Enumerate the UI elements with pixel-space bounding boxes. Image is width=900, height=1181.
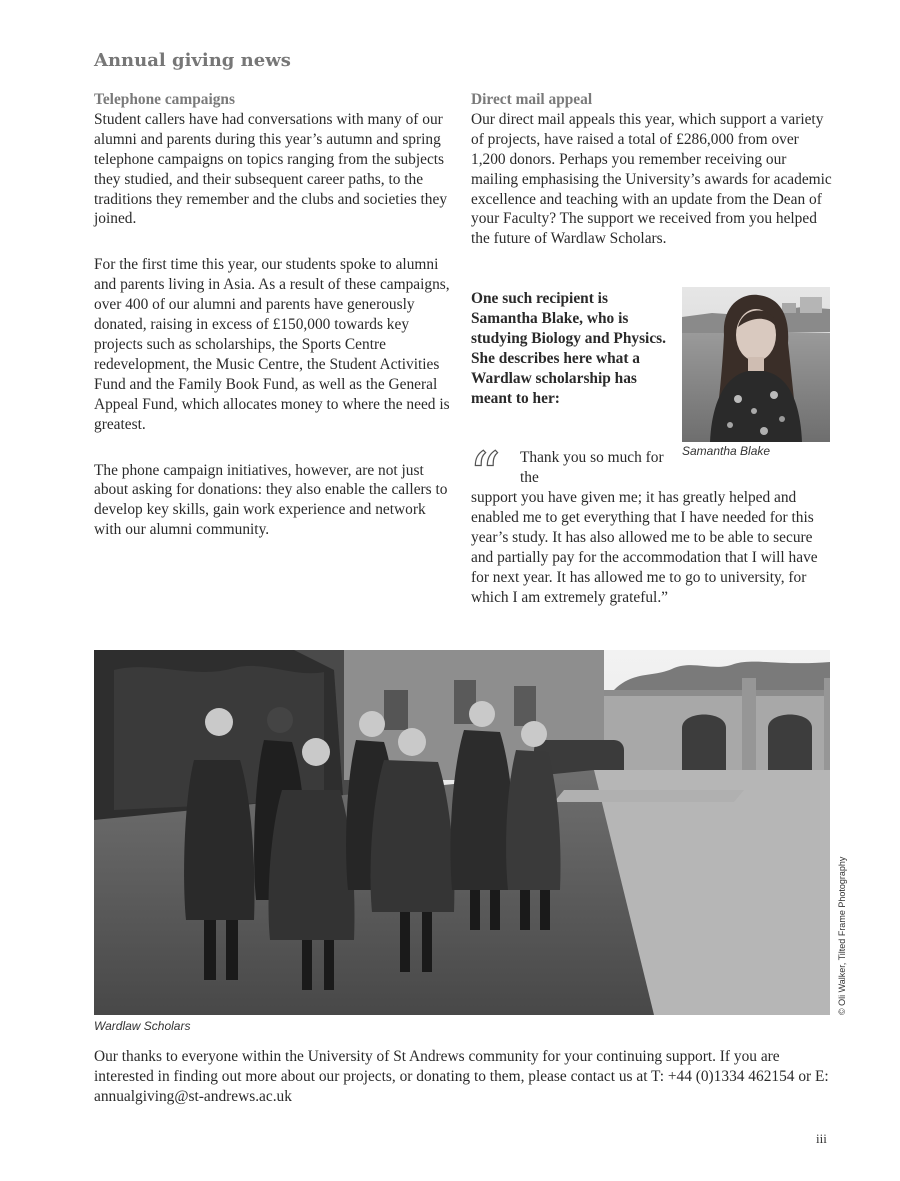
telephone-campaigns-heading: Telephone campaigns <box>94 91 235 108</box>
page-title: Annual giving news <box>94 50 291 71</box>
group-photo-caption: Wardlaw Scholars <box>94 1019 191 1033</box>
recipient-intro: One such recipient is Samantha Blake, who is studying Biology and Physics. She describes here what a Wardlaw scholarship has meant to her: <box>471 290 667 407</box>
photo-credit: © Oli Walker, Tilted Frame Photography <box>837 856 847 1015</box>
wardlaw-scholars-photo <box>94 650 830 1015</box>
quote-body: support you have given me; it has greatly helped and enabled me to get everything that I have needed for this year’s study. It has also allowed me to be able to secure and partially pay for the accommodation that I will have for next year. It has allowed me to go to university, for which I am extremely grateful.” <box>471 489 818 606</box>
page-number: iii <box>816 1131 827 1146</box>
quote-first-lines: Thank you so much for the <box>520 449 664 486</box>
quote-mark: “ <box>469 438 501 511</box>
telephone-paragraph-1: Student callers have had conversations with many of our alumni and parents during this year’s autumn and spring telephone campaigns on topics ranging from the subjects they studied, and their subsequent career paths, to the traditions they remember and the clubs and societies they joined. <box>94 110 448 228</box>
direct-mail-paragraph: Our direct mail appeals this year, which support a variety of projects, have raised a total of £286,000 from over 1,200 donors. Perhaps you remember receiving our mailing emphasising the University’s awards for academic excellence and teaching with an update from the Dean of your Faculty? The support we received from you helped the future of Wardlaw Scholars. <box>471 110 832 248</box>
direct-mail-section <box>471 90 833 249</box>
telephone-paragraph-3: The phone campaign initiatives, however, are not just about asking for donations: they also enable the callers to develop key skills, gain work experience and network with our alumni community. <box>94 461 448 539</box>
portrait-caption: Samantha Blake <box>682 444 771 458</box>
direct-mail-heading: Direct mail appeal <box>471 91 593 108</box>
thanks-paragraph: Our thanks to everyone within the University of St Andrews community for your continuing support. If you are interested in finding out more about our projects, or donating to them, please contact us at T: +44 (0)1334 462154 or E: annualgiving@st-andrews.ac.uk <box>94 1048 829 1105</box>
samantha-blake-portrait <box>682 287 830 442</box>
telephone-paragraph-2: For the first time this year, our students spoke to alumni and parents living in Asia. As a result of these campaigns, over 400 of our alumni and parents have generously donated, raising in excess of £150,000 towards key projects such as scholarships, the Sports Centre redevelopment, the Music Centre, the Student Activities Fund and the Family Book Fund, as well as the General Appeal Fund, which allocates money to where the need is greatest. <box>94 256 450 433</box>
telephone-campaigns-section <box>94 90 456 540</box>
